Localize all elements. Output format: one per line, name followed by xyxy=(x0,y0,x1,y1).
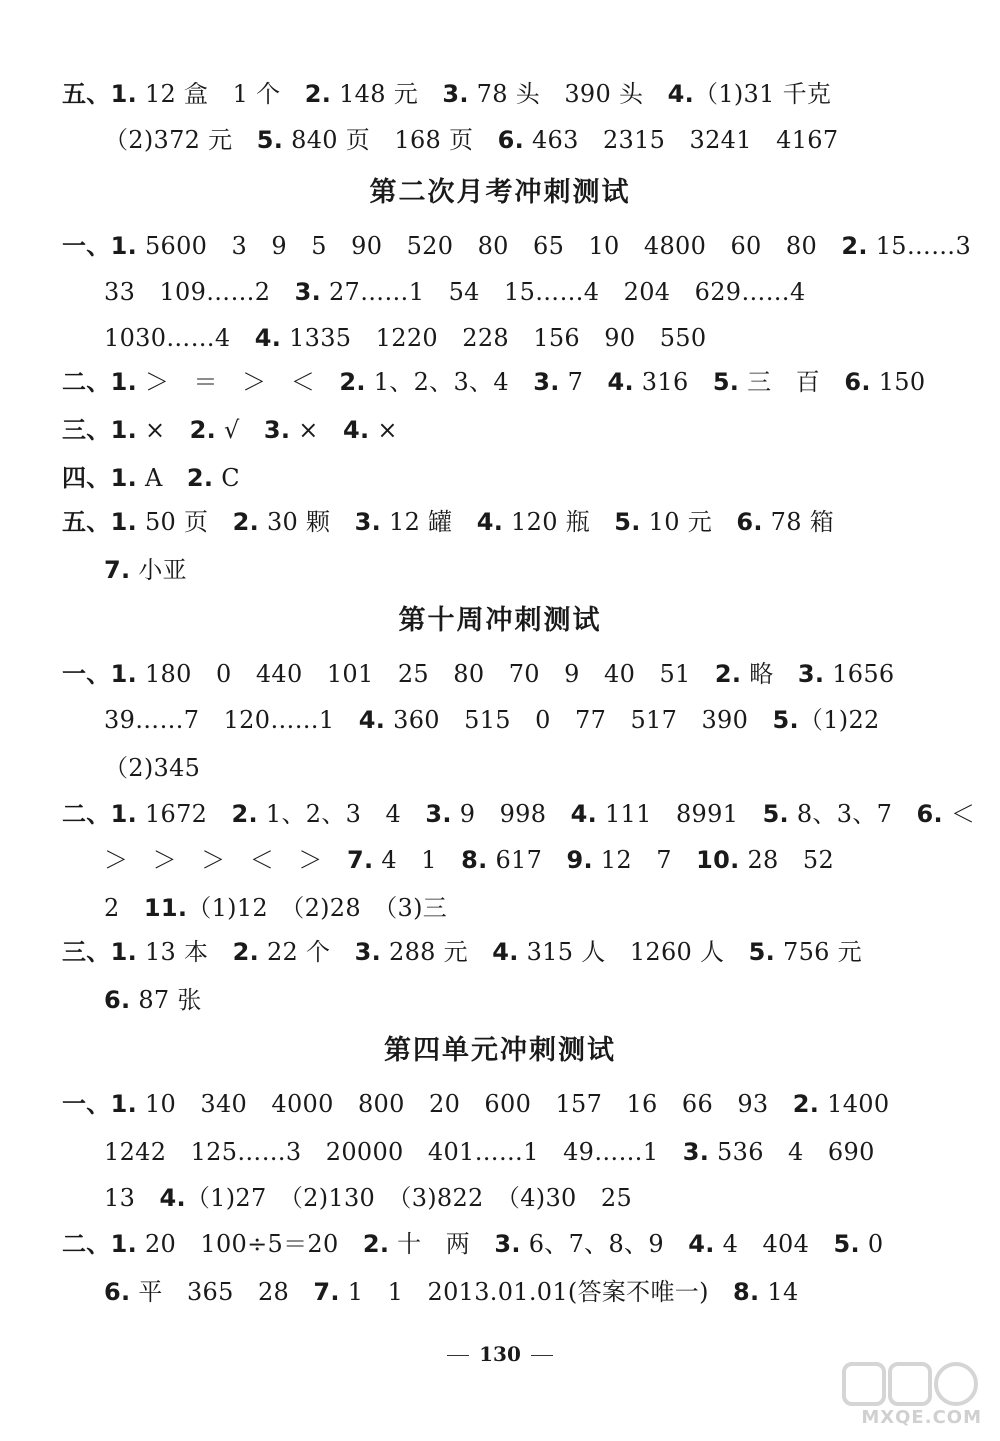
answer-line: 一、1. 5600 3 9 5 90 520 80 65 10 4800 60 80 2. 15……3 xyxy=(62,232,972,260)
answer-line: 13 4.（1)27 （2)130 （3)822 （4)30 25 xyxy=(104,1184,633,1212)
answer-line: 39……7 120……1 4. 360 515 0 77 517 390 5.（1)22 xyxy=(104,706,880,734)
answer-line: 6. 87 张 xyxy=(104,986,202,1014)
answer-line: （2)345 xyxy=(104,754,201,782)
watermark-seal-icon xyxy=(842,1360,982,1410)
answer-line: 四、1. A 2. C xyxy=(62,464,240,492)
section-title: 第二次月考冲刺测试 xyxy=(369,177,631,208)
answer-line: 三、1. × 2. √ 3. × 4. × xyxy=(62,416,398,444)
section-title: 第四单元冲刺测试 xyxy=(384,1035,616,1066)
answer-line: 二、1. 1672 2. 1、2、3 4 3. 9 998 4. 111 8991 5. 8、3、7 6. ＜ xyxy=(62,800,976,828)
answer-line: ＞ ＞ ＞ ＜ ＞ 7. 4 1 8. 617 9. 12 7 10. 28 52 xyxy=(104,846,835,874)
dash-divider xyxy=(447,1355,469,1356)
section-title: 第十周冲刺测试 xyxy=(398,605,602,636)
answer-line: 1242 125……3 20000 401……1 49……1 3. 536 4 690 xyxy=(104,1138,875,1166)
answer-line: 6. 平 365 28 7. 1 1 2013.01.01(答案不唯一) 8. 14 xyxy=(104,1278,799,1306)
watermark-text: MXQE.COM xyxy=(861,1407,982,1428)
answer-line: 一、1. 10 340 4000 800 20 600 157 16 66 93 2. 1400 xyxy=(62,1090,890,1118)
watermark-logo xyxy=(842,1360,982,1430)
answer-line: 二、1. ＞ ＝ ＞ ＜ 2. 1、2、3、4 3. 7 4. 316 5. 三 百 6. 150 xyxy=(62,368,926,396)
dash-divider xyxy=(531,1355,553,1356)
answer-line: （2)372 元 5. 840 页 168 页 6. 463 2315 3241 4167 xyxy=(104,126,839,154)
answer-line: 7. 小亚 xyxy=(104,556,187,584)
answer-line: 一、1. 180 0 440 101 25 80 70 9 40 51 2. 略 3. 1656 xyxy=(62,660,895,688)
answer-line: 二、1. 20 100÷5＝20 2. 十 两 3. 6、7、8、9 4. 4 404 5. 0 xyxy=(62,1230,884,1258)
answer-line: 五、1. 12 盒 1 个 2. 148 元 3. 78 头 390 头 4.（1)31 千克 xyxy=(62,80,832,108)
answer-line: 33 109……2 3. 27……1 54 15……4 204 629……4 xyxy=(104,278,806,306)
answer-line: 2 11.（1)12 （2)28 （3)三 xyxy=(104,894,448,922)
answer-line: 五、1. 50 页 2. 30 颗 3. 12 罐 4. 120 瓶 5. 10 元 6. 78 箱 xyxy=(62,508,835,536)
answer-line: 三、1. 13 本 2. 22 个 3. 288 元 4. 315 人 1260 人 5. 756 元 xyxy=(62,938,862,966)
page-number-text: 130 xyxy=(479,1342,521,1366)
answer-line: 1030……4 4. 1335 1220 228 156 90 550 xyxy=(104,324,707,352)
